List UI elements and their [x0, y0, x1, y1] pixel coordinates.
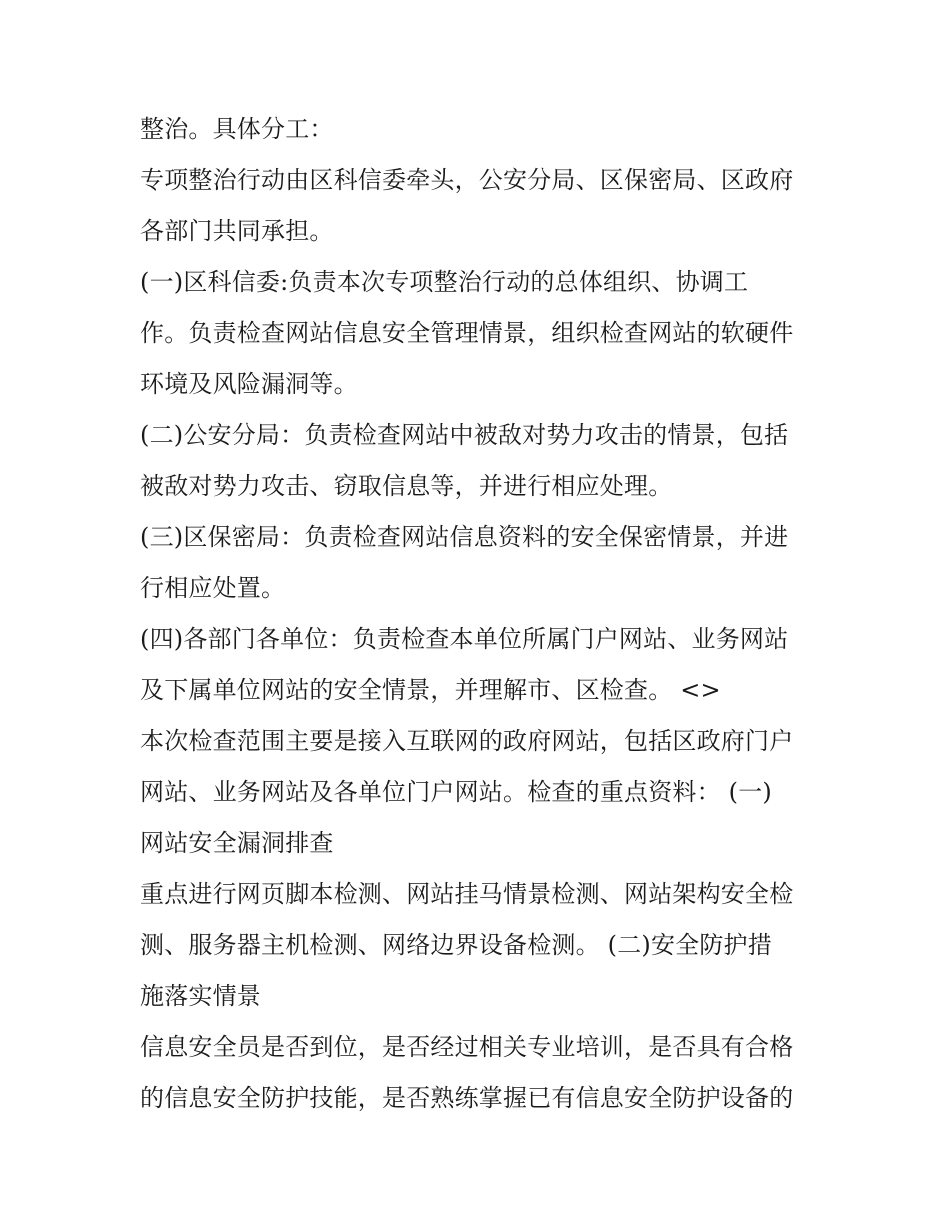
text-line: 测、服务器主机检测、网络边界设备检测。 (二)安全防护措	[140, 931, 772, 959]
text-line: (四)各部门各单位：负责检查本单位所属门户网站、业务网站	[140, 625, 789, 653]
text-line: 的信息安全防护技能，是否熟练掌握已有信息安全防护设备的	[140, 1084, 794, 1112]
text-line: 环境及风险漏洞等。	[140, 370, 358, 398]
text-line: 整治。具体分工：	[140, 115, 334, 143]
text-line: 各部门共同承担。	[140, 217, 334, 245]
text-line: 及下属单位网站的安全情景，并理解市、区检查。 <>	[140, 676, 721, 704]
text-line: (三)区保密局：负责检查网站信息资料的安全保密情景，并进	[140, 523, 789, 551]
text-line: 重点进行网页脚本检测、网站挂马情景检测、网站架构安全检	[140, 880, 794, 908]
text-line: 被敌对势力攻击、窃取信息等，并进行相应处理。	[140, 472, 673, 500]
text-line: 本次检查范围主要是接入互联网的政府网站，包括区政府门户	[140, 727, 794, 755]
text-line: 作。负责检查网站信息安全管理情景，组织检查网站的软硬件	[140, 319, 794, 347]
text-line: 施落实情景	[140, 982, 261, 1010]
text-line: (一)区科信委:负责本次专项整治行动的总体组织、协调工	[140, 268, 749, 296]
text-line: 行相应处置。	[140, 574, 286, 602]
text-line: 信息安全员是否到位，是否经过相关专业培训，是否具有合格	[140, 1033, 794, 1061]
text-line: 专项整治行动由区科信委牵头，公安分局、区保密局、区政府	[140, 166, 794, 194]
text-line: (二)公安分局：负责检查网站中被敌对势力攻击的情景，包括	[140, 421, 789, 449]
text-line: 网站、业务网站及各单位门户网站。检查的重点资料： (一)	[140, 778, 772, 806]
text-line: 网站安全漏洞排查	[140, 829, 334, 857]
